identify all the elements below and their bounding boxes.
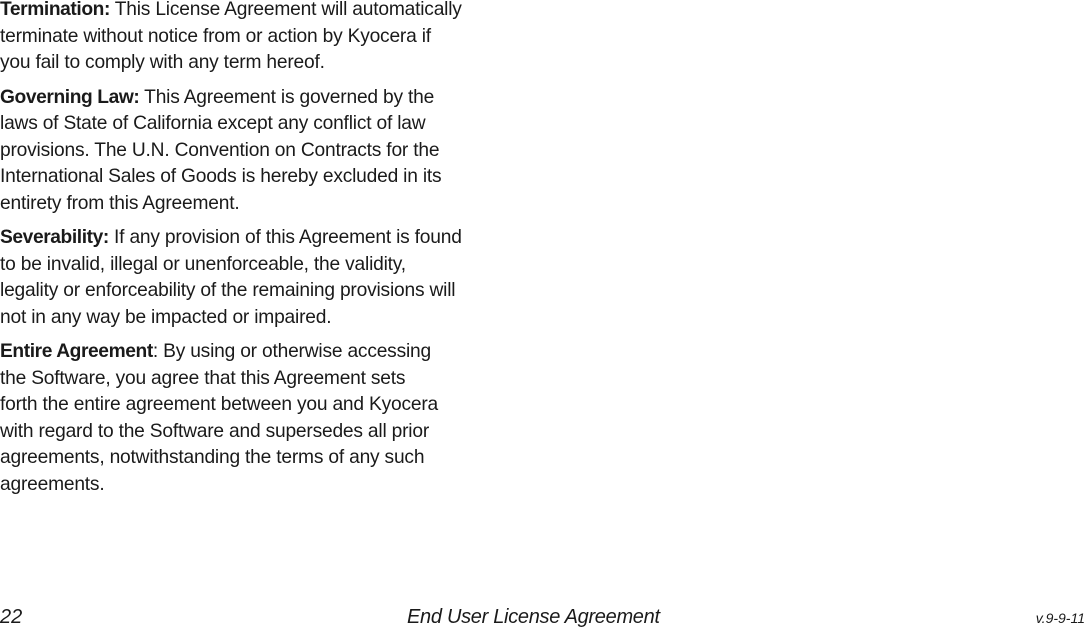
line-text: : By using or otherwise accessing [152, 341, 431, 362]
footer-title: End User License Agreement [407, 606, 660, 628]
severability-paragraph [0, 225, 540, 331]
paragraph-line: laws of State of California except any conflict of law [0, 113, 426, 134]
paragraph-line: you fail to comply with any term hereof. [0, 52, 325, 73]
paragraph-line: provisions. The U.N. Convention on Contracts for the [0, 139, 440, 161]
document-body [0, 0, 540, 506]
page-number: 22 [0, 606, 23, 628]
line-text: If any provision of this Agreement is found [108, 227, 462, 248]
paragraph-line [0, 85, 540, 112]
paragraph-line: legality or enforceability of the remaining provisions will [0, 280, 456, 301]
section-term: Governing Law: [0, 86, 140, 108]
paragraph-line: International Sales of Goods is hereby excluded in its [0, 166, 442, 187]
paragraph-line: agreements. [0, 473, 105, 495]
entire-agreement-paragraph [0, 339, 540, 498]
paragraph-line: the Software, you agree that this Agreement sets [0, 367, 406, 389]
paragraph-line: agreements, notwithstanding the terms of any such [0, 447, 425, 468]
paragraph-line [0, 225, 540, 252]
paragraph-line [0, 339, 540, 366]
version-label: v.9-9-11 [1035, 610, 1085, 626]
paragraph-line: to be invalid, illegal or unenforceable, the validity, [0, 253, 406, 275]
paragraph-line: not in any way be impacted or impaired. [0, 306, 332, 328]
line-text: This Agreement is governed by the [139, 86, 435, 108]
paragraph-line: forth the entire agreement between you and Kyocera [0, 394, 438, 415]
paragraph-line: with regard to the Software and supersedes all prior [0, 420, 430, 442]
section-term: Severability: [0, 227, 109, 248]
section-term: Entire Agreement [0, 341, 153, 362]
termination-paragraph [0, 0, 540, 77]
line-text: This License Agreement will automatically [109, 0, 462, 20]
paragraph-line [0, 0, 540, 24]
page-footer [0, 606, 1087, 636]
section-term: Termination: [0, 0, 110, 20]
paragraph-line: terminate without notice from or action by Kyocera if [0, 25, 431, 47]
paragraph-line: entirety from this Agreement. [0, 192, 240, 214]
governing-law-paragraph [0, 85, 540, 218]
